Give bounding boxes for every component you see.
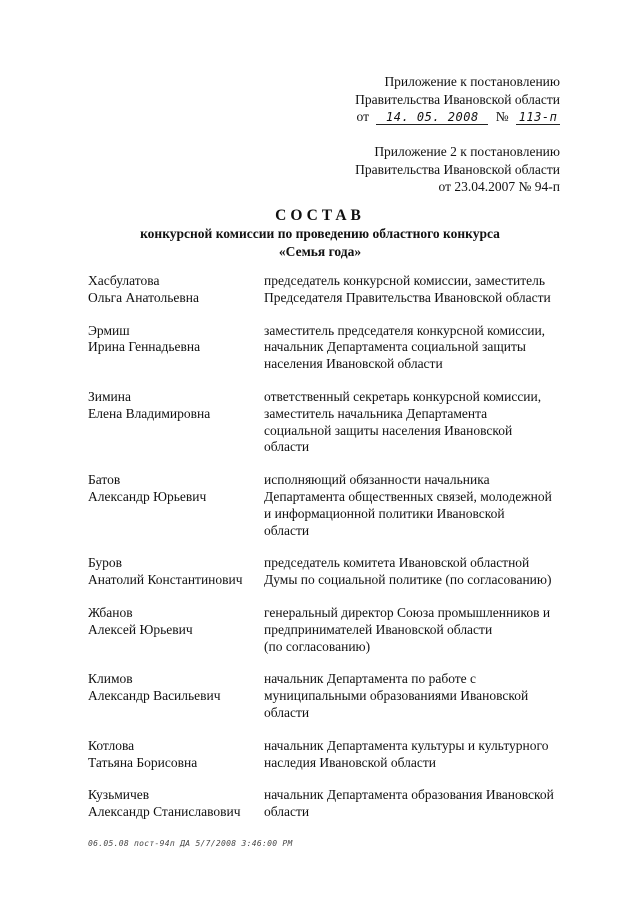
member-row bbox=[88, 472, 588, 539]
member-given-names: Елена Владимировна bbox=[88, 405, 211, 421]
member-role bbox=[264, 273, 582, 307]
member-given-names: Александр Васильевич bbox=[88, 688, 221, 704]
member-role-line: заместитель начальника Департамента bbox=[264, 405, 488, 421]
member-role bbox=[264, 472, 582, 539]
from-label: от bbox=[356, 109, 369, 124]
member-surname: Буров bbox=[88, 555, 123, 571]
member-role bbox=[264, 555, 582, 589]
member-given-names: Александр Юрьевич bbox=[88, 488, 207, 504]
member-name bbox=[88, 605, 264, 655]
member-role-line: области bbox=[264, 704, 310, 720]
member-given-names: Анатолий Константинович bbox=[88, 572, 243, 588]
document-title-block bbox=[0, 206, 640, 261]
member-role-line: области bbox=[264, 522, 310, 538]
appendix2-line-1: Приложение 2 к постановлению bbox=[374, 144, 560, 159]
appendix2-line-3: от 23.04.2007 № 94-п bbox=[438, 179, 560, 194]
member-surname: Жбанов bbox=[88, 604, 133, 620]
member-name bbox=[88, 738, 264, 772]
member-row bbox=[88, 273, 588, 307]
document-subtitle-1: конкурсной комиссии по проведению областного конкурса bbox=[140, 226, 500, 241]
member-role-line: (по согласованию) bbox=[264, 638, 371, 654]
member-surname: Зимина bbox=[88, 388, 131, 404]
member-surname: Котлова bbox=[88, 737, 135, 753]
member-row bbox=[88, 389, 588, 456]
member-given-names: Ирина Геннадьевна bbox=[88, 339, 201, 355]
member-row bbox=[88, 787, 588, 821]
member-surname: Климов bbox=[88, 671, 133, 687]
document-footer-stamp: 06.05.08 пост-94п ДА 5/7/2008 3:46:00 PM bbox=[88, 839, 293, 848]
member-name bbox=[88, 273, 264, 307]
member-surname: Хасбулатова bbox=[88, 273, 160, 288]
handwritten-number: 113-п bbox=[516, 110, 560, 125]
member-name bbox=[88, 389, 264, 456]
member-row bbox=[88, 323, 588, 373]
member-row bbox=[88, 555, 588, 589]
member-role-line: области bbox=[264, 439, 310, 455]
member-role bbox=[264, 389, 582, 456]
member-surname: Эрмиш bbox=[88, 322, 130, 338]
appendix-line-2: Правительства Ивановской области bbox=[355, 91, 560, 107]
appendix-header-current bbox=[355, 73, 560, 126]
number-label: № bbox=[495, 109, 509, 124]
member-role-line: области bbox=[264, 804, 310, 820]
member-role bbox=[264, 787, 582, 821]
member-name bbox=[88, 555, 264, 589]
appendix-date-line bbox=[355, 108, 560, 126]
member-surname: Батов bbox=[88, 472, 121, 488]
member-given-names: Александр Станиславович bbox=[88, 804, 241, 820]
member-role-line: председатель конкурсной комиссии, заместитель bbox=[264, 273, 545, 288]
member-role-line: начальник Департамента культуры и культурного bbox=[264, 737, 549, 753]
member-role-line: начальник Департамента образования Ивановской bbox=[264, 787, 554, 803]
member-role-line: муниципальными образованиями Ивановской bbox=[264, 688, 529, 704]
member-role-line: Председателя Правительства Ивановской области bbox=[264, 289, 551, 305]
commission-members-list bbox=[88, 273, 588, 837]
appendix-header-original bbox=[355, 143, 560, 196]
member-role bbox=[264, 671, 582, 721]
member-given-names: Ольга Анатольевна bbox=[88, 289, 199, 305]
member-role-line: населения Ивановской области bbox=[264, 356, 443, 372]
member-role-line: ответственный секретарь конкурсной комиссии, bbox=[264, 388, 542, 404]
member-role-line: Думы по социальной политике (по согласованию) bbox=[264, 572, 552, 588]
member-row bbox=[88, 605, 588, 655]
member-role-line: генеральный директор Союза промышленников и bbox=[264, 604, 551, 620]
member-role-line: начальник Департамента по работе с bbox=[264, 671, 477, 687]
document-subtitle-2: «Семья года» bbox=[278, 244, 362, 259]
member-surname: Кузьмичев bbox=[88, 787, 150, 803]
member-role-line: и информационной политики Ивановской bbox=[264, 505, 505, 521]
member-role bbox=[264, 738, 582, 772]
member-role-line: начальник Департамента социальной защиты bbox=[264, 339, 526, 355]
member-role-line: исполняющий обязанности начальника bbox=[264, 472, 490, 488]
member-role-line: предпринимателей Ивановской области bbox=[264, 621, 493, 637]
member-name bbox=[88, 472, 264, 539]
member-role-line: социальной защиты населения Ивановской bbox=[264, 422, 513, 438]
member-role bbox=[264, 323, 582, 373]
member-row bbox=[88, 738, 588, 772]
appendix-line-1: Приложение к постановлению bbox=[384, 74, 560, 89]
handwritten-date: 14. 05. 2008 bbox=[376, 110, 488, 125]
appendix2-line-2: Правительства Ивановской области bbox=[355, 161, 560, 177]
document-title: СОСТАВ bbox=[275, 207, 365, 224]
member-row bbox=[88, 671, 588, 721]
member-role-line: председатель комитета Ивановской областной bbox=[264, 555, 530, 571]
member-role-line: Департамента общественных связей, молодежной bbox=[264, 488, 552, 504]
member-name bbox=[88, 787, 264, 821]
member-given-names: Алексей Юрьевич bbox=[88, 621, 193, 637]
member-name bbox=[88, 671, 264, 721]
member-role bbox=[264, 605, 582, 655]
member-given-names: Татьяна Борисовна bbox=[88, 754, 198, 770]
member-role-line: наследия Ивановской области bbox=[264, 754, 436, 770]
member-name bbox=[88, 323, 264, 373]
member-role-line: заместитель председателя конкурсной комиссии, bbox=[264, 322, 546, 338]
